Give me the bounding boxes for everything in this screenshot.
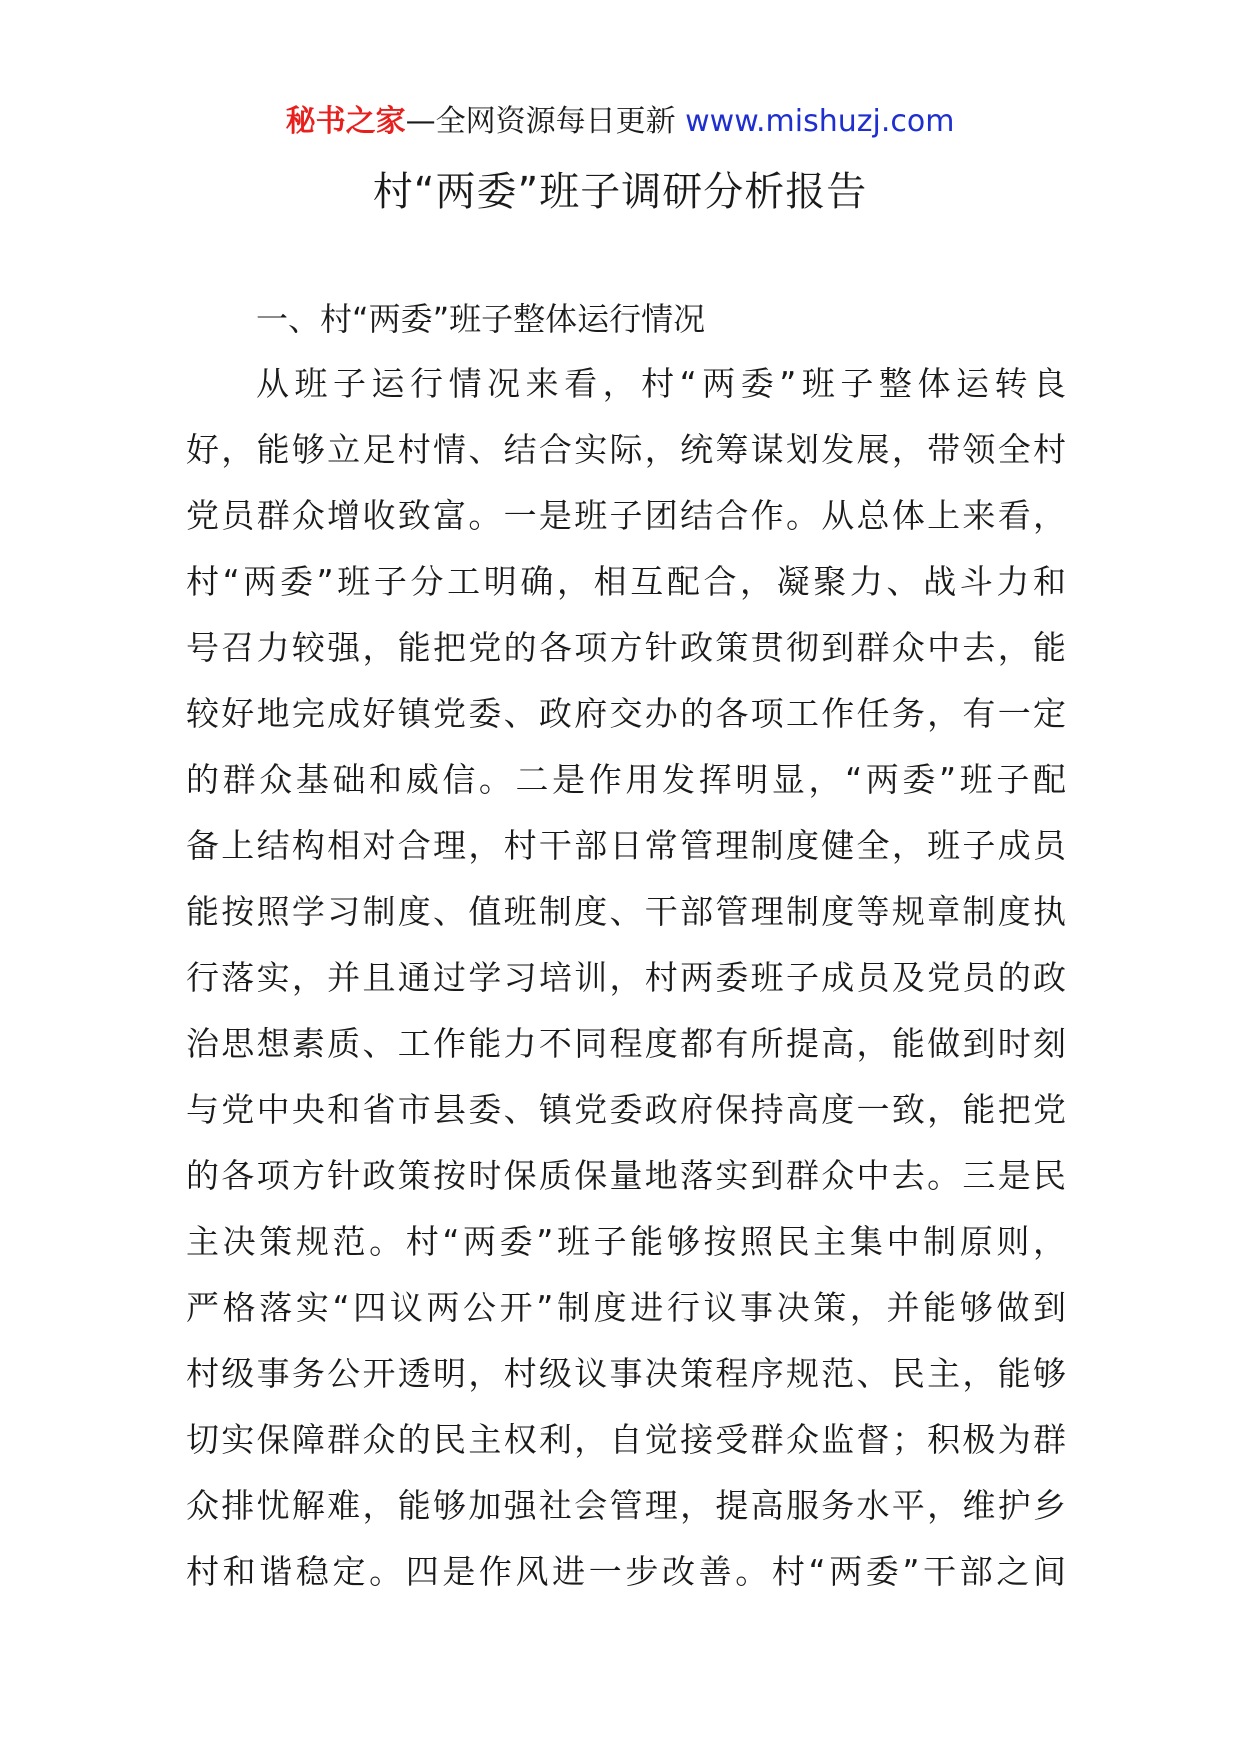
text-line: 与党中央和省市县委、镇党委政府保持高度一致，能把党 — [186, 1090, 1066, 1129]
section-heading: 一、村“两委”班子整体运行情况 — [256, 300, 706, 338]
brand-name: 秘书之家 — [285, 104, 406, 139]
text-line: 从班子运行情况来看，村“两委”班子整体运转良 — [256, 364, 1066, 403]
text-line: 村和谐稳定。四是作风进一步改善。村“两委”干部之间 — [186, 1552, 1066, 1591]
site-url: www.mishuzj.com — [685, 104, 955, 139]
text-line: 的群众基础和威信。二是作用发挥明显，“两委”班子配 — [186, 760, 1066, 799]
document-title: 村“两委”班子调研分析报告 — [372, 169, 868, 215]
text-line: 村“两委”班子分工明确，相互配合，凝聚力、战斗力和 — [186, 562, 1066, 601]
text-line: 切实保障群众的民主权利，自觉接受群众监督；积极为群 — [186, 1420, 1066, 1459]
text-line: 能按照学习制度、值班制度、干部管理制度等规章制度执 — [186, 892, 1066, 931]
text-line: 主决策规范。村“两委”班子能够按照民主集中制原则， — [186, 1222, 1066, 1261]
text-line: 较好地完成好镇党委、政府交办的各项工作任务，有一定 — [186, 694, 1066, 733]
text-line: 众排忧解难，能够加强社会管理，提高服务水平，维护乡 — [186, 1486, 1066, 1525]
text-line: 治思想素质、工作能力不同程度都有所提高，能做到时刻 — [186, 1024, 1066, 1063]
header-slogan: —全网资源每日更新 — [405, 104, 686, 139]
text-line: 村级事务公开透明，村级议事决策程序规范、民主，能够 — [186, 1354, 1066, 1393]
text-line: 党员群众增收致富。一是班子团结合作。从总体上来看， — [186, 496, 1066, 535]
body-paragraph — [186, 362, 1066, 1616]
text-line: 备上结构相对合理，村干部日常管理制度健全，班子成员 — [186, 826, 1066, 865]
text-line: 好，能够立足村情、结合实际，统筹谋划发展，带领全村 — [186, 430, 1066, 469]
text-line: 严格落实“四议两公开”制度进行议事决策，并能够做到 — [186, 1288, 1066, 1327]
text-line: 行落实，并且通过学习培训，村两委班子成员及党员的政 — [186, 958, 1066, 997]
watermark-header — [0, 102, 1240, 142]
text-line: 号召力较强，能把党的各项方针政策贯彻到群众中去，能 — [186, 628, 1066, 667]
text-line: 的各项方针政策按时保质保量地落实到群众中去。三是民 — [186, 1156, 1066, 1195]
